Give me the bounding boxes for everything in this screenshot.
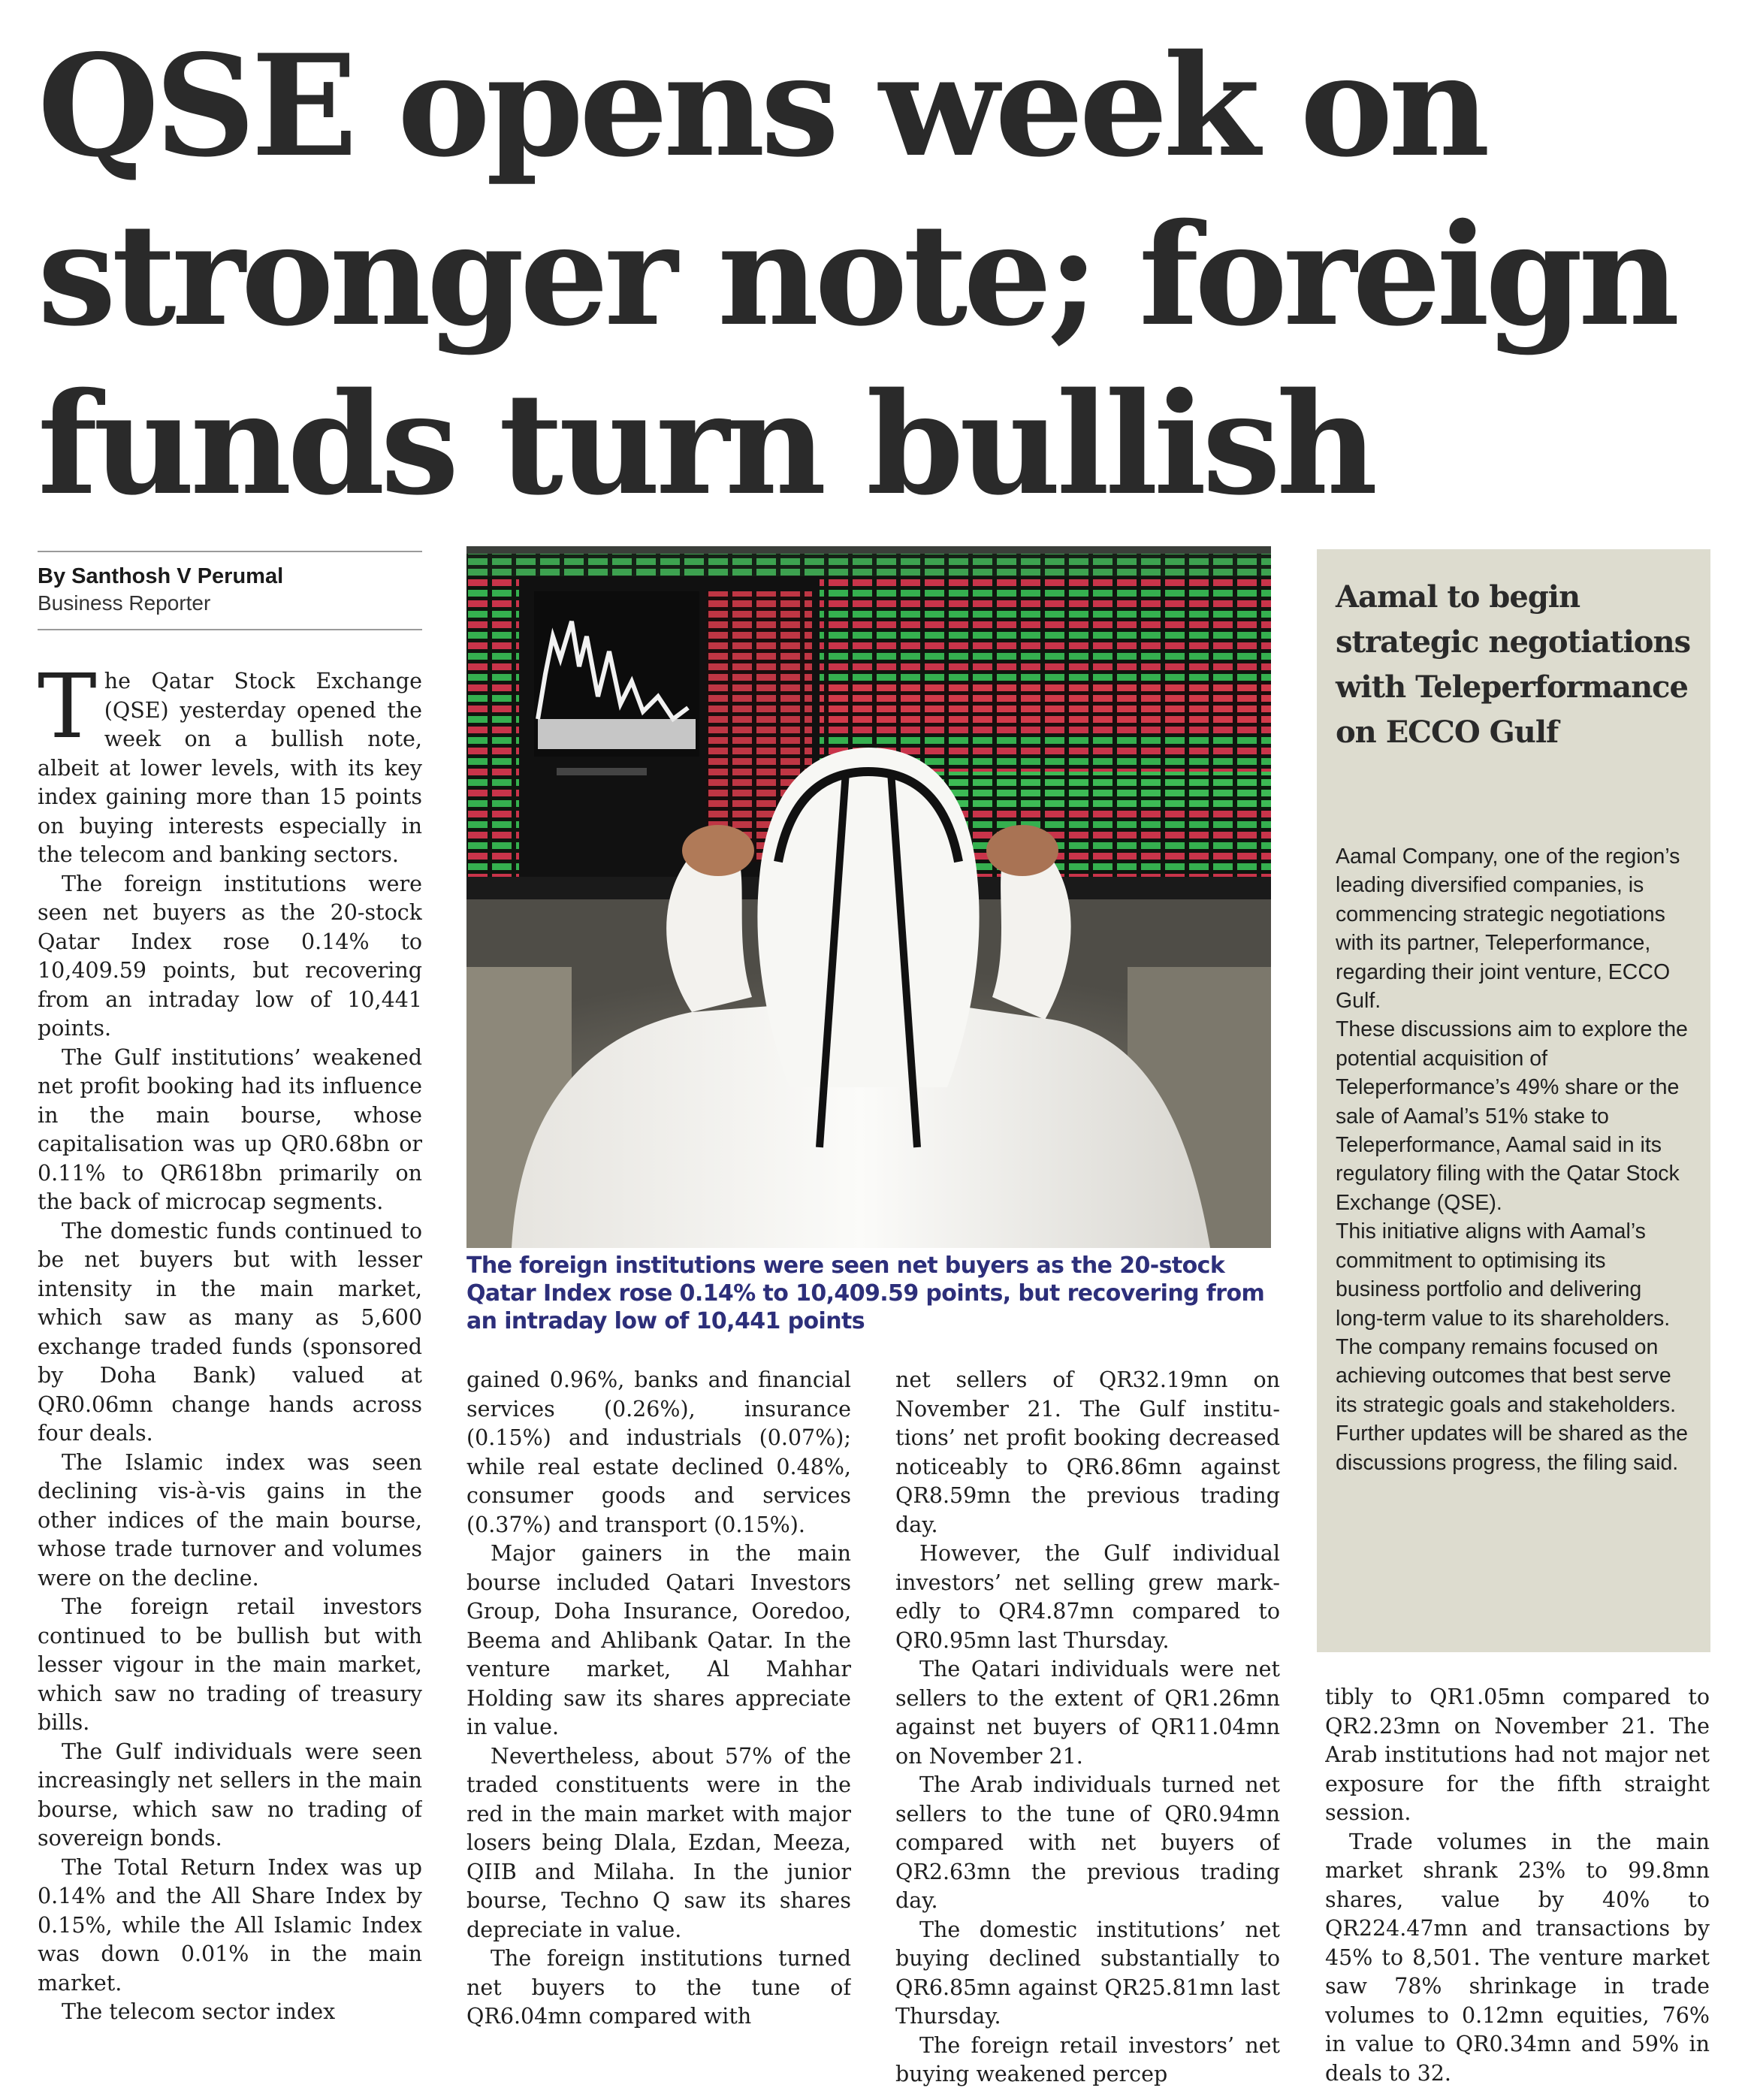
article-paragraph: The foreign institutions turned net buyers to the tune of QR6.04mn compared with: [466, 1946, 851, 2029]
article-paragraph: However, the Gulf individual investors’ net selling grew markedly to QR4.87mn compared to QR0.95mn last Thursday.: [895, 1541, 1280, 1653]
article-paragraph: The foreign institutions were seen net buyers as the 20-stock Qatar Index rose 0.14% to 10,409.59 points, but recovering from an intraday low of 10,441 points.: [38, 871, 422, 1041]
article-paragraph: Major gainers in the main bourse included Qatari Investors Group, Doha Insurance, Ooredoo, Beema and Ahlibank Qatar. In the venture market, Al Mahhar Holding saw its shares appreciate in value.: [466, 1541, 851, 1739]
article-paragraph: The Gulf individuals were seen increasingly net sellers in the main bourse, which saw no trading of sovereign bonds.: [38, 1739, 422, 1851]
stock-exchange-photo: [466, 546, 1271, 1248]
article-paragraph: net sellers of QR32.19mn on November 21. The Gulf institutions’ net profit booking decreased noticeably to QR6.86mn against QR8.59mn the previous trading day.: [895, 1367, 1280, 1537]
author-role: Business Reporter: [38, 591, 211, 615]
article-paragraph: Nevertheless, about 57% of the traded constituents were in the red in the main market with major losers being Dlala, Ezdan, Meeza, QIIB and Milaha. In the junior bourse, Techno Q saw its shares depreciate in value.: [466, 1743, 851, 1942]
article-paragraph: gained 0.96%, banks and financial services (0.26%), insurance (0.15%) and industrials (0.07%); while real estate declined 0.48%, consumer goods and services (0.37%) and transport (0.15%).: [466, 1367, 851, 1537]
sidebar-box: [1317, 549, 1710, 1652]
article-column-3: [895, 1366, 1280, 2095]
article-paragraph: The Qatar Stock Exchange (QSE) yesterday opened the week on a bullish note, albeit at lower levels, with its key index gaining more than 15 points on buying interests especially in the telecom and banking sectors.: [38, 667, 422, 867]
sidebar-paragraph: This initiative aligns with Aamal’s commitment to optimising its business portfolio and delivering long-term value to its shareholders.: [1336, 1219, 1671, 1331]
article-paragraph: The Qatari individuals were net sellers to the extent of QR1.26mn against net buyers of QR11.04mn on November 21.: [895, 1657, 1280, 1769]
article-column-1: [38, 667, 422, 2095]
headline: [38, 21, 1713, 528]
article-paragraph: The Gulf institutions’ weakened net profit booking had its influence in the main bourse, whose capitalisation was up QR0.68bn or 0.11% to QR618bn primarily on the back of microcap segments.: [38, 1044, 422, 1214]
article-paragraph: The foreign retail investors continued to be bullish but with lesser vigour in the main market, which saw no trading of treasury bills.: [38, 1594, 422, 1735]
headline-line: stronger note; foreign: [38, 192, 1676, 357]
article-paragraph: The telecom sector index: [62, 1999, 336, 2024]
article-paragraph: The Islamic index was seen declining vis-à-vis gains in the other indices of the main bourse, whose trade turnover and volumes were on the decline.: [38, 1449, 422, 1591]
sidebar-paragraph: The company remains focused on achieving outcomes that best serve its strategic goals and stakeholders.: [1336, 1334, 1677, 1417]
headline-line: QSE opens week on: [38, 23, 1486, 188]
sidebar-title: Aamal to begin strategic negotiations with Teleperformance on ECCO Gulf: [1336, 579, 1691, 750]
sidebar-paragraph: These discussions aim to explore the potential acquisition of Teleperformance’s 49% share or the sale of Aamal’s 51% stake to Teleperformance, Aamal said in its regulatory filing with the Qatar Stock Exchange (QSE).: [1336, 1017, 1688, 1215]
headline-line: funds turn bullish: [38, 361, 1374, 526]
article-paragraph: The Total Return Index was up 0.14% and the All Share Index by 0.15%, while the All Islamic Index was down 0.01% in the main market.: [38, 1854, 422, 1996]
article-column-4: [1325, 1683, 1710, 2095]
sidebar-body: [1336, 842, 1689, 1477]
article-paragraph: The foreign retail investors’ net buying weakened percep: [895, 2032, 1280, 2086]
photo-caption: The foreign institutions were seen net buyers as the 20-stock Qatar Index rose 0.14% to 10,409.59 points, but recovering from an intraday low of 10,441 points: [466, 1252, 1265, 1334]
article-paragraph: The domestic funds continued to be net buyers but with lesser intensity in the main market, which saw as many as 5,600 exchange traded funds (sponsored by Doha Bank) valued at QR0.06mn change hands across four deals.: [38, 1218, 422, 1446]
article-paragraph: The domestic institutions’ net buying declined substantially to QR6.85mn against QR25.81mn last Thursday.: [895, 1917, 1280, 2029]
sidebar-paragraph: Aamal Company, one of the region’s leading diversified companies, is commencing strategic negotiations with its partner, Teleperformance, regarding their joint venture, ECCO Gulf.: [1336, 845, 1680, 1014]
byline: [38, 551, 422, 630]
article-column-2: [466, 1366, 851, 2095]
sidebar-paragraph: Further updates will be shared as the discussions progress, the filing said.: [1336, 1422, 1688, 1475]
article-paragraph: Trade volumes in the main market shrank 23% to 99.8mn shares, value by 40% to QR224.47mn and transactions by 45% to 8,501. The venture market saw 78% shrinkage in trade volumes to 0.12mn equities, 76% in value to QR0.34mn and 59% in deals to 32.: [1325, 1829, 1710, 2086]
article-paragraph: tibly to QR1.05mn compared to QR2.23mn on November 21. The Arab institutions had not major net exposure for the fifth straight session.: [1325, 1685, 1710, 1825]
article-paragraph: The Arab individuals turned net sellers to the tune of QR0.94mn compared with net buyers of QR2.63mn the previous trading day.: [895, 1772, 1280, 1913]
author-name: By Santhosh V Perumal: [38, 564, 284, 588]
drop-cap: T: [38, 667, 97, 758]
trader-photo-illustration: [466, 546, 1271, 1248]
